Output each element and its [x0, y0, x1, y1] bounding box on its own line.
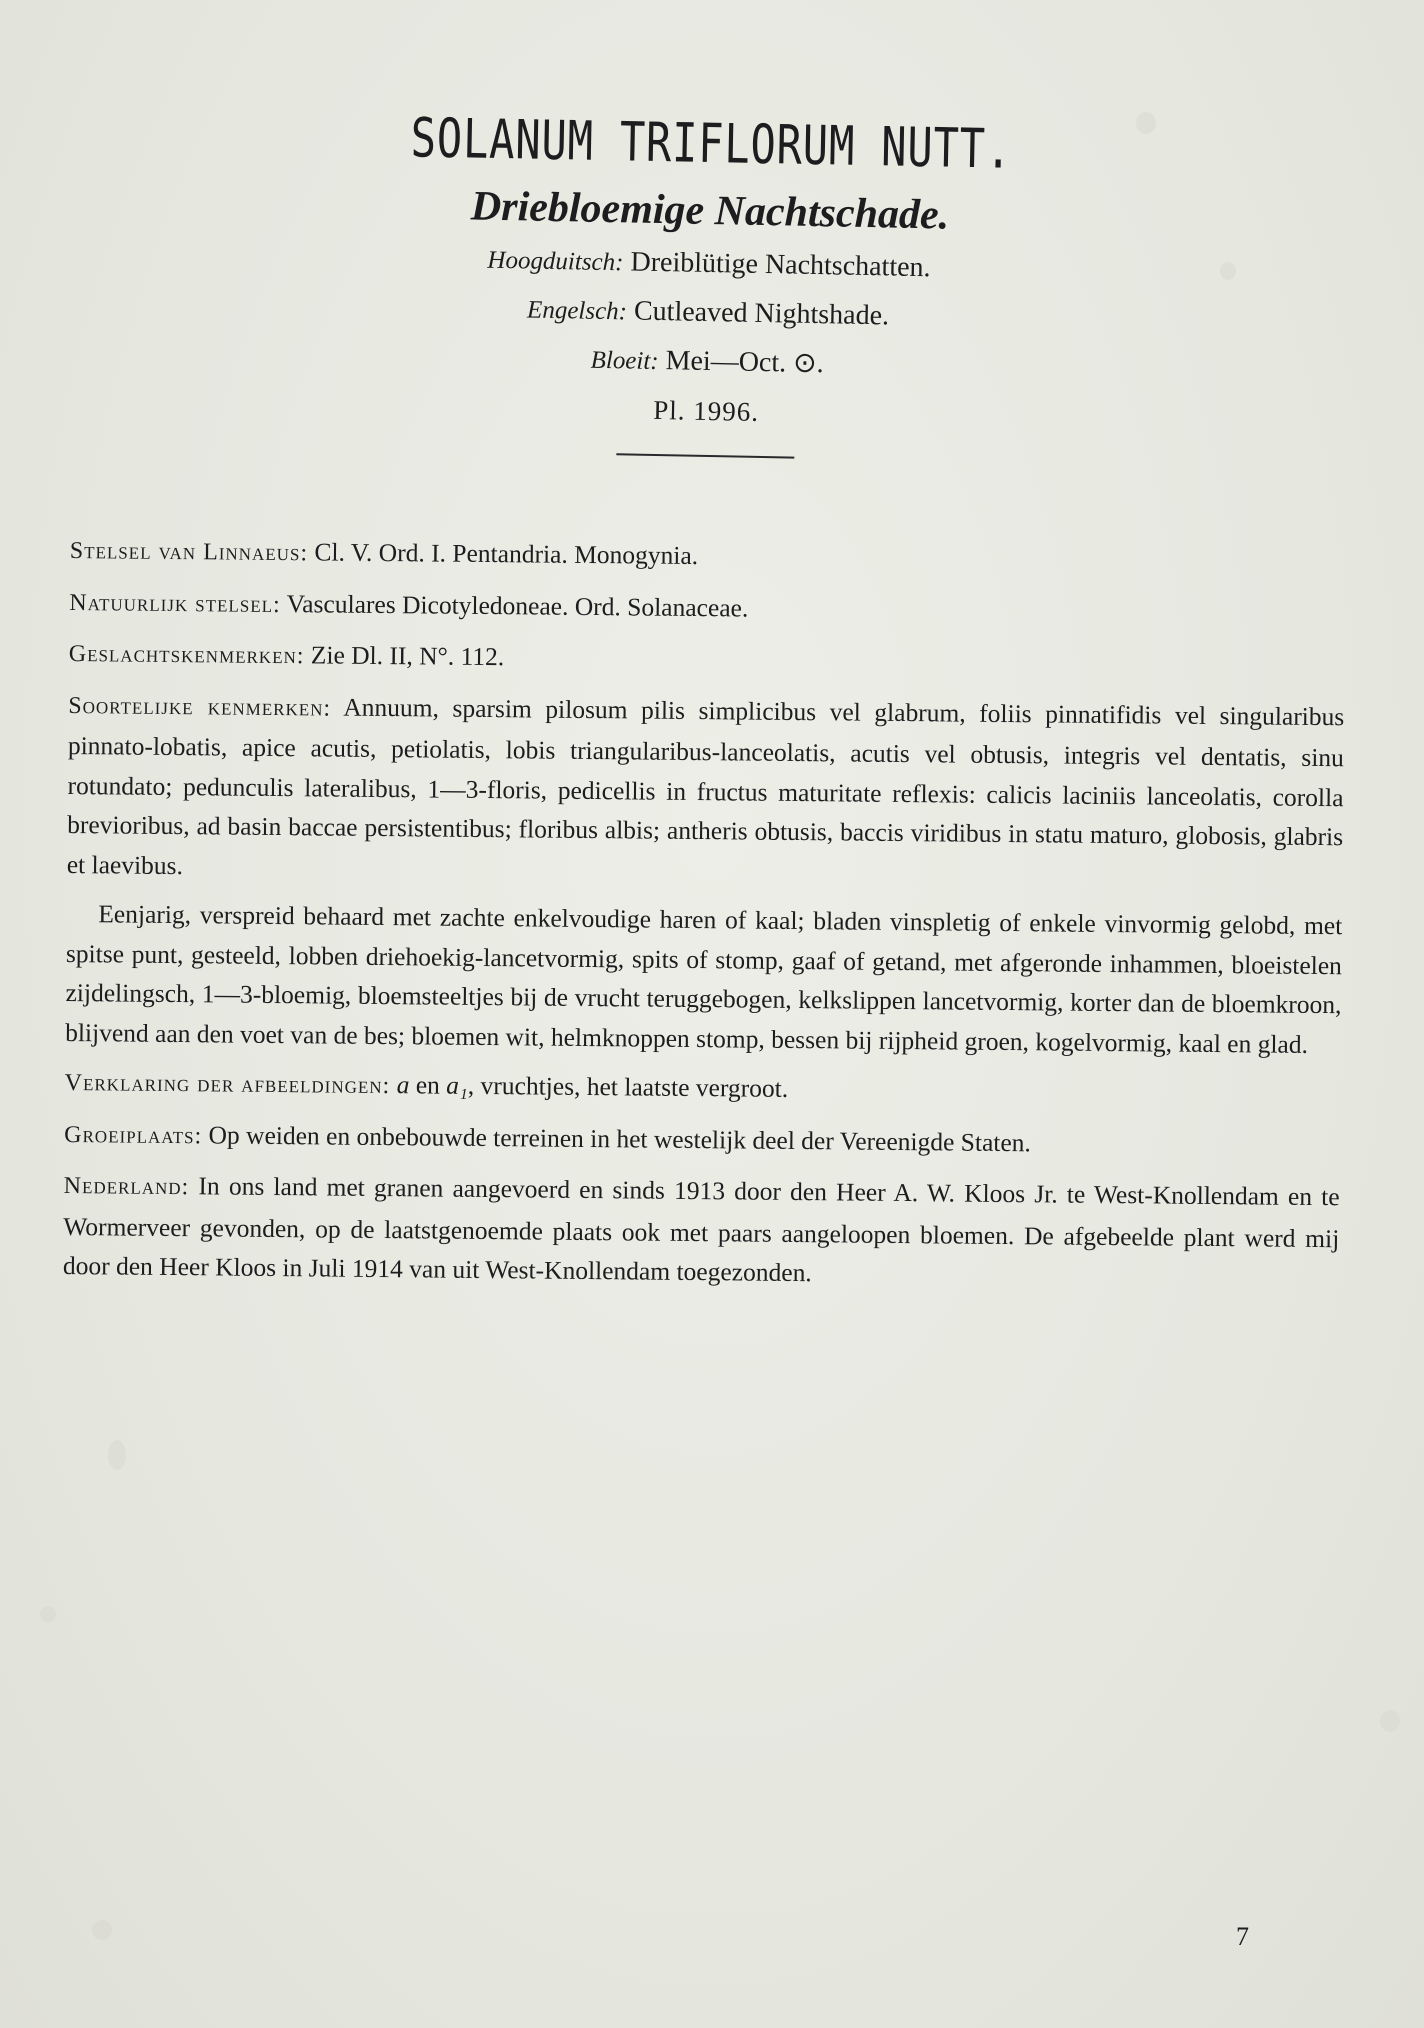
german-name: Dreiblütige Nachtschatten. — [630, 246, 931, 284]
explanation-paragraph — [64, 1062, 1340, 1116]
page-number: 7 — [1236, 1922, 1249, 1951]
explanation-figure-a1: a₁ — [446, 1070, 468, 1100]
divider-rule — [616, 453, 794, 458]
natural-system-paragraph — [69, 581, 1345, 635]
linnaeus-paragraph — [70, 530, 1346, 584]
nederland-label: Nederland: — [63, 1172, 190, 1201]
habitat-text: Op weiden en onbebouwde terreinen in het westelijk deel der Vereenigde Staten. — [208, 1119, 1032, 1157]
english-label: Engelsch: — [526, 296, 628, 326]
paper-stain — [108, 1440, 126, 1470]
dutch-description-paragraph: Eenjarig, verspreid behaard met zachte enkelvoudige haren of kaal; bladen vinspletig of enkele vinvormig gelobd, met spitse punt, gesteeld, lobben driehoekig-lancetvormig, spits of stomp, gaaf of getand, met afgeronde inhammen, bloeistelen zijdelingsch, 1—3-bloemig, bloemsteeltjes bij de vrucht teruggebogen, kelkslippen lancetvormig, korter dan de bloemkroon, blijvend aan den voet van de bes; bloemen wit, helmknoppen stomp, bessen bij rijpheid groen, kogelvormig, kaal en glad. — [65, 899, 1343, 1059]
english-name: Cutleaved Nightshade. — [633, 295, 890, 332]
natural-system-text: Vasculares Dicotyledoneae. Ord. Solanaceae. — [286, 588, 749, 623]
species-text: Annuum, sparsim pilosum pilis simplicibus vel glabrum, foliis pinnatifidis vel singularibus pinnato-lobatis, apice acutis, petiolatis, lobis triangularibus-lanceolatis, acutis vel obtusis, integris vel dentatis, sinu rotundato; pedunculis lateralibus, 1—3-floris, pedicellis in fructus maturitate reflexis: calicis laciniis lanceolatis, corolla brevioribus, ad basin baccae persistentibus; floribus albis; antheris obtusis, baccis viridibus in statu maturo, globosis, glabris et laevibus. — [66, 692, 1345, 880]
genus-paragraph — [69, 633, 1345, 687]
nederland-paragraph — [63, 1165, 1340, 1298]
nederland-text: In ons land met granen aangevoerd en sinds 1913 door den Heer A. W. Kloos Jr. te West-Knollendam en te Wormerveer gevonden, op de laatstgenoemde plaats ook met paars aangeloopen bloemen. De afgebeelde plant werd mij door den Heer Kloos in Juli 1914 van uit West-Knollendam toegezonden. — [62, 1171, 1340, 1288]
species-label: Soortelijke kenmerken: — [68, 692, 332, 722]
habitat-paragraph — [64, 1113, 1340, 1167]
explanation-conjunction: en — [415, 1070, 440, 1100]
species-paragraph — [67, 684, 1345, 896]
explanation-label: Verklaring der afbeeldingen: — [64, 1069, 391, 1100]
genus-text: Zie Dl. II, N°. 112. — [310, 640, 505, 672]
paper-stain — [1380, 1710, 1400, 1732]
plate-number: Pl. 1996. — [653, 394, 760, 427]
paper-stain — [40, 1606, 56, 1622]
title-block — [0, 94, 1424, 470]
explanation-text: , vruchtjes, het laatste vergroot. — [467, 1070, 789, 1103]
bloom-value: Mei—Oct. ⊙. — [665, 345, 824, 380]
dutch-common-name: Driebloemige Nachtschade. — [470, 183, 950, 239]
habitat-label: Groeiplaats: — [64, 1121, 203, 1149]
bloom-label: Bloeit: — [590, 346, 659, 376]
linnaeus-text: Cl. V. Ord. I. Pentandria. Monogynia. — [314, 537, 699, 571]
explanation-figure-a: a — [396, 1070, 410, 1100]
genus-label: Geslachtskenmerken: — [68, 640, 305, 670]
german-label: Hoogduitsch: — [487, 246, 624, 277]
linnaeus-label: Stelsel van Linnaeus: — [69, 537, 309, 567]
description-body — [63, 530, 1346, 1308]
natural-system-label: Natuurlijk stelsel: — [69, 589, 281, 618]
paper-stain — [92, 1920, 112, 1940]
page-title: SOLANUM TRIFLORUM NUTT. — [410, 106, 1013, 181]
